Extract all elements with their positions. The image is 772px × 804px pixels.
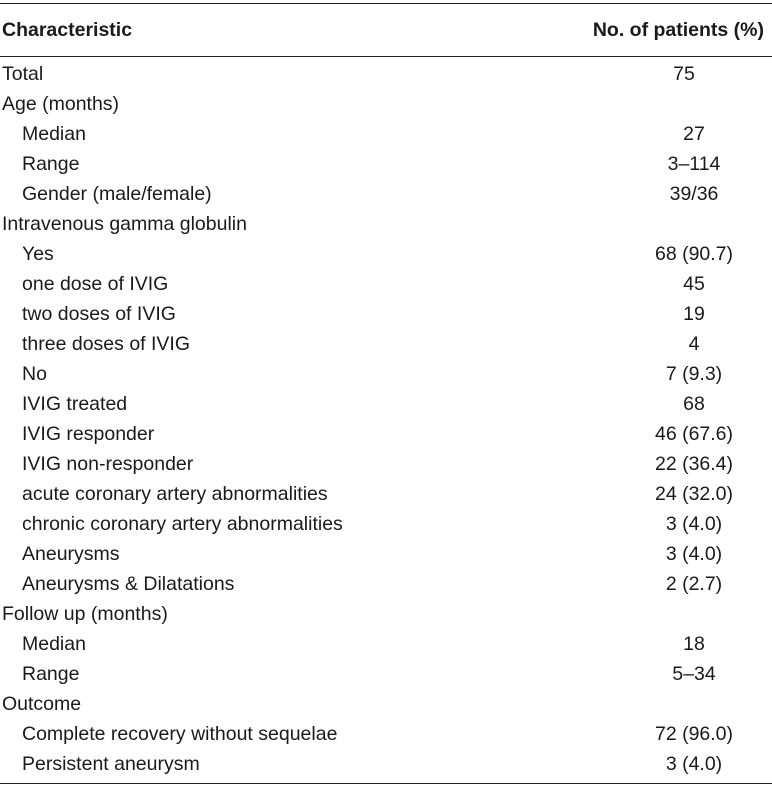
table-row (0, 659, 772, 689)
row-label: Median (22, 122, 86, 145)
row-label: one dose of IVIG (22, 272, 169, 295)
header-characteristic: Characteristic (2, 18, 133, 41)
row-value: 3 (4.0) (665, 512, 723, 535)
row-label: IVIG treated (22, 392, 128, 415)
row-label: IVIG non-responder (22, 452, 194, 475)
table-row (0, 89, 772, 119)
table-row (0, 179, 772, 209)
row-value: 45 (683, 272, 705, 295)
row-label: Range (22, 152, 80, 175)
row-label: IVIG responder (22, 422, 155, 445)
row-value: 22 (36.4) (654, 452, 734, 475)
row-label: Aneurysms (22, 542, 120, 565)
row-value: 5–34 (672, 662, 716, 685)
row-value: 2 (2.7) (665, 572, 723, 595)
row-label: No (22, 362, 47, 385)
table-bottom-rule (0, 783, 772, 784)
row-value: 75 (673, 62, 695, 85)
table-row (0, 299, 772, 329)
row-value: 72 (96.0) (654, 722, 734, 745)
row-value: 24 (32.0) (654, 482, 734, 505)
row-value: 3 (4.0) (665, 752, 723, 775)
table-row (0, 629, 772, 659)
table-row (0, 689, 772, 719)
table-row (0, 149, 772, 179)
row-label: Intravenous gamma globulin (2, 212, 247, 235)
table-row (0, 389, 772, 419)
row-label: Follow up (months) (2, 602, 168, 625)
row-value: 3–114 (667, 152, 721, 175)
table-row (0, 509, 772, 539)
table-row (0, 419, 772, 449)
row-label: Aneurysms & Dilatations (22, 572, 235, 595)
table-row (0, 59, 772, 89)
row-label: Gender (male/female) (22, 182, 212, 205)
table-row (0, 479, 772, 509)
table-row (0, 209, 772, 239)
table-body (0, 57, 772, 779)
row-label: Range (22, 662, 80, 685)
patient-characteristics-table (0, 3, 772, 784)
row-value: 39/36 (669, 182, 719, 205)
table-row (0, 239, 772, 269)
table-row (0, 719, 772, 749)
table-row (0, 449, 772, 479)
row-value: 27 (683, 122, 705, 145)
table-row (0, 749, 772, 779)
row-label: chronic coronary artery abnormalities (22, 512, 343, 535)
table-row (0, 359, 772, 389)
row-value: 4 (688, 332, 700, 355)
row-label: Complete recovery without sequelae (22, 722, 338, 745)
row-value: 7 (9.3) (665, 362, 723, 385)
table-row (0, 329, 772, 359)
row-label: Yes (22, 242, 54, 265)
row-label: Median (22, 632, 86, 655)
row-label: Total (2, 62, 44, 85)
row-value: 68 (90.7) (654, 242, 734, 265)
table-row (0, 269, 772, 299)
row-value: 46 (67.6) (654, 422, 734, 445)
row-label: Age (months) (2, 92, 120, 115)
table-row (0, 599, 772, 629)
table-header (0, 4, 772, 56)
row-label: acute coronary artery abnormalities (22, 482, 328, 505)
table-row (0, 569, 772, 599)
table-row (0, 119, 772, 149)
row-value: 18 (683, 632, 705, 655)
row-label: three doses of IVIG (22, 332, 191, 355)
row-label: Outcome (2, 692, 82, 715)
row-label: two doses of IVIG (22, 302, 176, 325)
row-label: Persistent aneurysm (22, 752, 200, 775)
row-value: 3 (4.0) (665, 542, 723, 565)
row-value: 19 (683, 302, 705, 325)
table-row (0, 539, 772, 569)
row-value: 68 (683, 392, 705, 415)
header-patients: No. of patients (%) (592, 18, 764, 41)
